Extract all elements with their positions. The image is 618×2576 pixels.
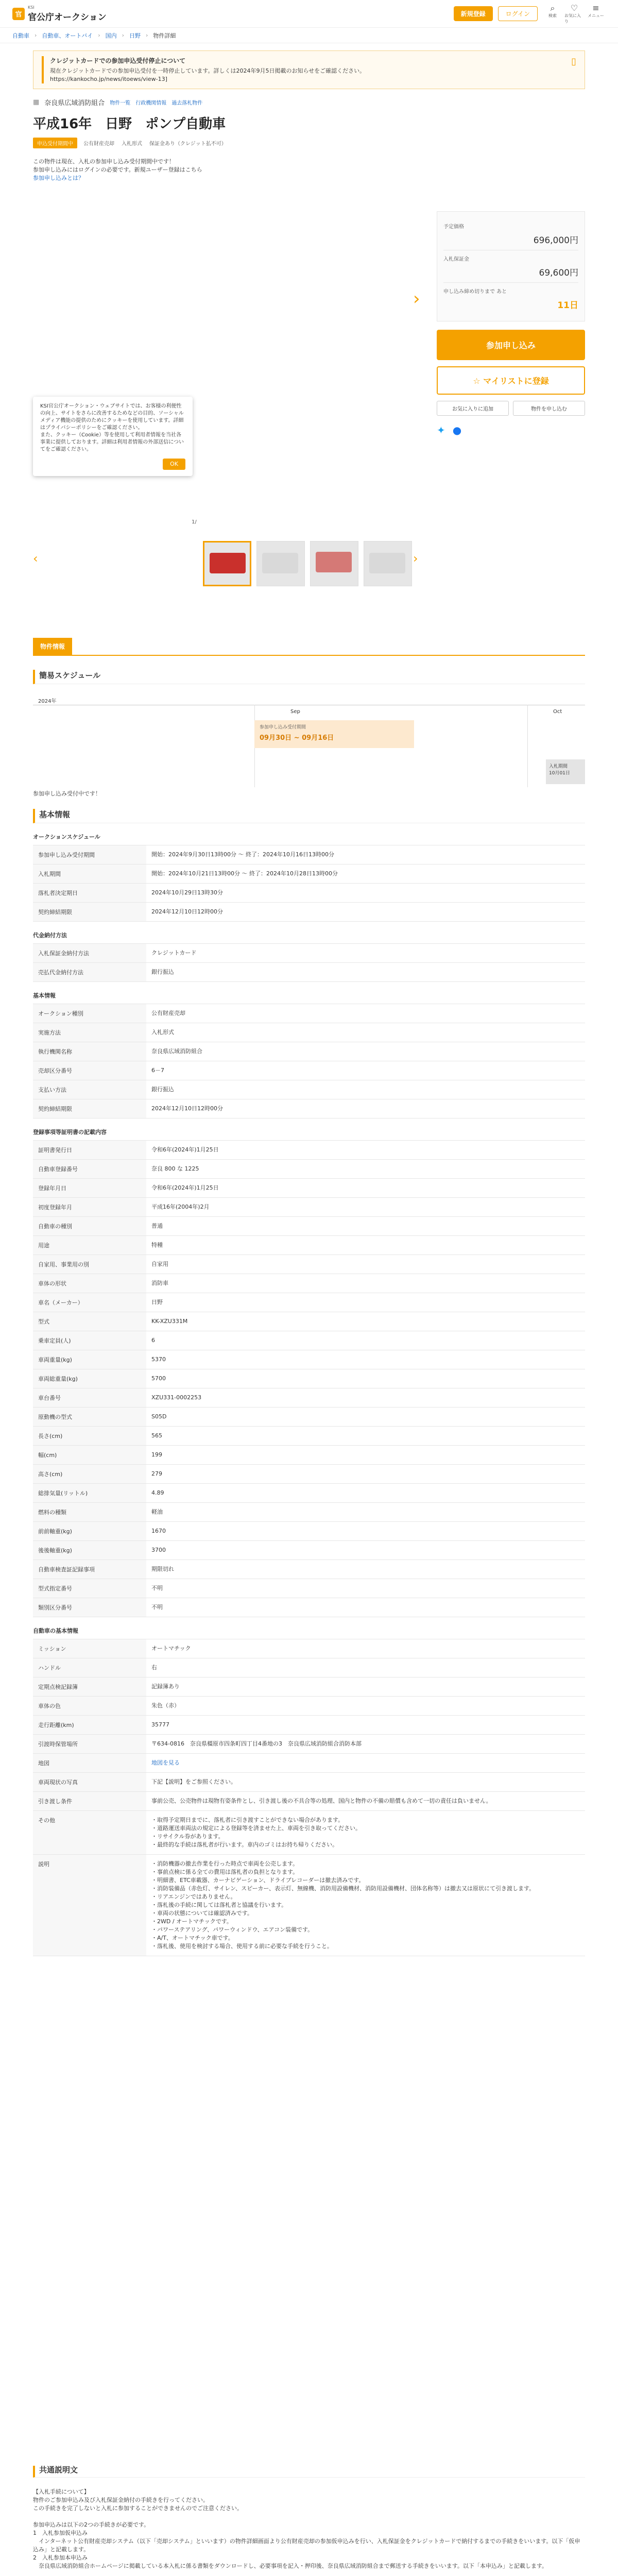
row-key: 引き渡し条件 [33,1792,146,1810]
row-key: 前前軸重(kg) [33,1522,146,1540]
search-icon[interactable] [543,4,562,24]
row-value: 令和6年(2024年)1月25日 [151,1184,219,1191]
price-label: 予定価格 [443,224,464,230]
timeline-year: 2024年 [38,699,57,704]
row-key: 型式指定番号 [33,1579,146,1598]
row-key: 高さ(cm) [33,1465,146,1483]
thumbnail[interactable] [203,541,251,586]
chevron-right-icon[interactable]: › [413,289,420,309]
application-period-band [254,720,414,748]
row-value: 開始：2024年10月21日13時00分 〜 終了：2024年10月28日13時00分 [151,870,338,877]
row-value: 銀行振込 [151,1086,174,1093]
schedule-section [33,670,585,798]
menu-icon-glyph: ≡ [592,3,599,13]
row-key: 車台番号 [33,1388,146,1407]
bid-sidebar [437,211,585,592]
organization-row [33,97,585,107]
explanation-text: 【入札手続について】 物件のご参加申込み及び入札保証金納付の手続きを行ってください。 この手続きを完了しないと入札に参加することができませんのでご注意ください。 参加申込みは以下の2つの手続きが必要です。 1 入札参加仮申込み インターネット公有財産売却システム（以下「売却システム」といいます）の物件詳細画面より公有財産売却の参加仮申込みを行い、入札保証金をクレジットカードで納付するまでの手続きをいいます。以下「仮申込み」と記載します。 2 入札参加本申込み 奈良県広域消防組合ホームページに掲載している本入札に係る書類をダウンロードし、必要事項を記入・押印後、奈良県広域消防組合まで郵送する手続きをいいます。以下「本申込み」と記載します。 [33,2488,580,2569]
table-row [33,1140,585,1159]
timeline-month: Oct [553,709,562,715]
row-key: 説明 [33,1855,146,1956]
row-key: 自動車検査証記録事項 [33,1560,146,1579]
table-row [33,1521,585,1540]
tag-row [33,138,585,148]
tab-item-info[interactable]: 物件情報 [33,638,72,655]
table-row [33,1598,585,1617]
row-key: 初度登録年月 [33,1198,146,1216]
table-row [33,1445,585,1464]
table-row [33,1540,585,1560]
row-key: 長さ(cm) [33,1427,146,1445]
table-row [33,1216,585,1235]
table-row [33,962,585,982]
breadcrumb-item[interactable]: 国内 [105,32,117,39]
timeline [33,689,585,798]
row-key: 契約締結期限 [33,1099,146,1118]
row-value: 6－7 [151,1067,164,1074]
row-key: 車体の色 [33,1697,146,1715]
row-value: 消防車 [151,1280,168,1286]
table-row [33,1854,585,1956]
row-value: オートマチック [151,1645,191,1652]
cookie-text: KSI官公庁オークション・ウェブサイトでは、お客様の利便性の向上、サイトをさらに改善するためなどの目的、ソーシャルメディア機能の提供のためにクッキーを使用しています。詳細はプライバシーポリシーをご確認ください。 また、クッキー（Cookie）等を使用して利用者情報を当社各事業に提供しております。詳細は利用者情報の外部送信についてをご確認ください。 [40,403,184,452]
breadcrumb-separator-icon: › [146,32,148,39]
favorite-icon-label: お気に入り [564,13,581,24]
table-row [33,1426,585,1445]
row-value: 右 [151,1664,157,1671]
info-group-title: オークションスケジュール [33,834,100,840]
table-row [33,1388,585,1407]
deposit-label: 入札保証金 [443,257,469,262]
intro-line-1: この物件は現在、入札の参加申し込み受付期間中です！ [33,158,175,165]
info-table [33,1004,585,1118]
row-key: 車体の形状 [33,1274,146,1293]
band-label: 参加申し込み受付期間 [260,725,306,730]
breadcrumb-separator-icon: › [122,32,124,39]
row-value: 特種 [151,1242,163,1248]
table-row [33,1658,585,1677]
row-key: 車両総重量(kg) [33,1369,146,1388]
breadcrumb-item[interactable]: 自動車 [12,32,29,39]
row-key: 入札期間 [33,865,146,883]
table-row [33,1772,585,1791]
row-key: 走行距離(km) [33,1716,146,1734]
social-links [437,424,585,436]
bid-period-label: 入札期間 [549,764,568,769]
document-icon: ▯ [571,56,576,67]
breadcrumb [0,28,618,43]
table-row [33,1810,585,1854]
deadline-value: 11日 [557,300,578,311]
row-value: 朱色（赤） [151,1702,180,1709]
row-key: 車名（メーカー） [33,1293,146,1312]
row-key: 落札者決定期日 [33,884,146,902]
twitter-icon[interactable]: ✦ [437,424,445,436]
row-value: XZU331-0002253 [151,1394,202,1401]
deadline-label: 申し込み締め切りまで あと [443,289,507,295]
table-row [33,1369,585,1388]
map-link[interactable]: 地図を見る [151,1759,180,1766]
breadcrumb-item[interactable]: 日野 [129,32,141,39]
search-icon-label: 検索 [548,13,557,18]
bid-period-dates: 10月01日 [549,771,570,776]
row-value: 開始：2024年9月30日13時00分 〜 終了：2024年10月16日13時00分 [151,851,334,858]
table-row [33,1464,585,1483]
info-table [33,1639,585,1956]
search-icon-glyph: ⌕ [550,3,555,13]
breadcrumb-item: 物件詳細 [153,32,176,39]
row-value: ・取得予定期日までに、落札者に引き渡すことができない場合があります。 ・道路運送車両法の規定による登録等を済ませた上、車両を引き取ってください。 ・リサイクル券があります。 ・最終的な手続は落札者が行います。車内のゴミはお持ち帰りください。 [151,1817,361,1848]
row-key: 引渡時保管場所 [33,1735,146,1753]
table-row [33,902,585,922]
row-value: 記録簿あり [151,1683,180,1690]
truck-image [369,553,405,573]
site-header [0,0,618,28]
row-value: 普通 [151,1223,163,1229]
row-key: 定期点検記録簿 [33,1677,146,1696]
row-value: 3700 [151,1547,166,1553]
thumbnail[interactable] [310,541,358,586]
org-tag-link[interactable]: 物件一覧 [110,100,131,106]
info-group-title: 登録事項等証明書の記載内容 [33,1129,107,1136]
row-value: KK-XZU331M [151,1318,188,1325]
table-row [33,1159,585,1178]
row-key: 売却区分番号 [33,1061,146,1080]
row-value: 565 [151,1432,162,1439]
breadcrumb-separator-icon: › [35,32,37,39]
about-application-link[interactable]: 参加申し込みとは？ [33,175,84,181]
table-row [33,1293,585,1312]
table-row [33,1753,585,1772]
deadline-row [443,283,578,315]
small-buttons [437,401,585,416]
login-button[interactable]: ログイン [498,6,538,21]
cookie-ok-button[interactable]: OK [163,459,185,470]
table-row [33,845,585,864]
tag-chip: 公有財産売却 [83,141,114,147]
main-area [33,211,585,598]
info-group-title: 基本情報 [33,992,56,999]
row-key: 燃料の種類 [33,1503,146,1521]
row-key: その他 [33,1811,146,1854]
image-counter: 1/ [192,519,197,525]
row-key: 自動車登録番号 [33,1160,146,1178]
row-value: 期限切れ [151,1566,174,1572]
row-value: 平成16年(2004年)2月 [151,1204,210,1210]
table-row [33,1331,585,1350]
row-key: 乗車定員(人) [33,1331,146,1350]
breadcrumb-item[interactable]: 自動車、オートバイ [42,32,93,39]
row-value: 奈良 800 な 1225 [151,1165,199,1172]
status-badge: 申込受付期間中 [33,138,77,148]
table-row [33,1734,585,1753]
row-value: 2024年12月10日12時00分 [151,1105,223,1112]
row-key: オークション種別 [33,1004,146,1023]
table-row [33,1197,585,1216]
table-row [33,1791,585,1810]
notice-body: 現在クレジットカードでの参加申込受付を一時停止しています。詳しくは2024年9月5日掲載のお知らせをご確認ください。 https://kankocho.jp/news/itoews/view-13] [50,67,366,82]
row-key: 原動機の型式 [33,1408,146,1426]
info-table [33,845,585,922]
row-value: 公有財産売却 [151,1010,185,1016]
row-key: 支払い方法 [33,1080,146,1099]
tag-chip: 保証金あり（クレジット払不可） [149,141,227,147]
row-key: 類別区分番号 [33,1598,146,1617]
table-row [33,883,585,902]
timeline-divider [527,705,528,787]
truck-image [262,553,298,573]
row-key: 売払代金納付方法 [33,963,146,981]
thumbnail[interactable] [364,541,412,586]
common-explanation-section [33,2466,585,2576]
row-value: 6 [151,1337,155,1344]
row-key: 参加申し込み受付期間 [33,845,146,864]
table-row [33,1312,585,1331]
row-value: 軽油 [151,1509,163,1515]
row-value: 奈良県広域消防組合 [151,1048,202,1055]
table-row [33,1004,585,1023]
logo-sub: KSI [28,5,35,10]
menu-icon-label: メニュー [588,13,604,18]
row-value: 5370 [151,1356,166,1363]
tab-bar [33,638,585,656]
row-key: 地図 [33,1754,146,1772]
table-row [33,1696,585,1715]
truck-image [316,552,352,572]
intro-text [33,158,585,182]
table-row [33,1715,585,1734]
deposit-value: 69,600円 [539,268,578,278]
site-logo[interactable] [12,5,107,23]
table-row [33,1560,585,1579]
row-key: ミッション [33,1639,146,1658]
row-value: 5700 [151,1375,166,1382]
credit-card-notice [33,50,585,89]
table-row [33,1483,585,1502]
row-value: S05D [151,1413,167,1420]
row-key: 幅(cm) [33,1446,146,1464]
table-row [33,1255,585,1274]
table-row [33,1407,585,1426]
row-value: 下記【説明】をご参照ください。 [151,1778,236,1785]
timeline-month: Sep [290,709,300,715]
table-row [33,1023,585,1042]
row-key: 型式 [33,1312,146,1331]
row-value: 199 [151,1451,162,1458]
menu-icon[interactable] [586,4,606,24]
row-key: 車両重量(kg) [33,1350,146,1369]
info-table [33,943,585,982]
info-group-title: 自動車の基本情報 [33,1628,78,1634]
basic-info-section [33,809,585,1956]
basic-info-title: 基本情報 [33,809,585,823]
row-key: 執行機関名称 [33,1042,146,1061]
row-key: 登録年月日 [33,1179,146,1197]
breadcrumb-separator-icon: › [98,32,100,39]
org-tag-link[interactable]: 行政機関情報 [135,100,167,106]
table-row [33,1579,585,1598]
small-button-apply[interactable]: 物件を申し込む [513,401,585,416]
info-group-title: 代金納付方法 [33,932,67,939]
table-row [33,1080,585,1099]
thumbnail-strip [203,541,412,586]
band-dates: 09月30日 ~ 09月16日 [260,734,334,742]
mylist-label: マイリストに登録 [483,376,549,386]
truck-image [210,553,246,573]
tag-chip: 入札形式 [122,141,142,147]
image-gallery [33,211,424,592]
info-table [33,1140,585,1617]
row-key: 証明書発行日 [33,1141,146,1159]
price-box [437,211,585,321]
explanation-title: 共通説明文 [33,2466,585,2478]
intro-line-2: 参加申し込みにはログインの必要です。新規ユーザー登録はこちら [33,166,202,173]
notice-title: クレジットカードでの参加申込受付停止について [50,57,186,64]
page-title: 平成16年 日野 ポンプ自動車 [33,116,226,132]
row-value: 4.89 [151,1489,164,1496]
row-value: 〒634-0816 奈良県橿原市四条町四丁目4番地の3 奈良県広域消防組合消防本部 [151,1740,362,1747]
table-row [33,1274,585,1293]
row-key: 総排気量(リットル) [33,1484,146,1502]
table-row [33,1677,585,1696]
logo-title: 官公庁オークション [28,12,107,23]
register-button[interactable]: 新規登録 [454,6,493,21]
mylist-button[interactable]: ☆ マイリストに登録 [437,366,585,395]
cookie-banner [33,397,193,476]
row-key: ハンドル [33,1658,146,1677]
row-value: 不明 [151,1585,163,1591]
chevron-right-icon[interactable]: › [413,551,418,566]
row-value: 入札形式 [151,1029,174,1036]
small-button-favorite[interactable]: お気に入りに追加 [437,401,509,416]
thumbnail[interactable] [256,541,305,586]
facebook-icon[interactable]: ● [452,424,462,436]
row-value: 279 [151,1470,162,1477]
row-value: 2024年10月29日13時30分 [151,889,223,896]
table-row [33,1350,585,1369]
row-value: ・消防機器の撤去作業を行った時点で車両を公売します。 ・事前点検に係る全ての費用は落札者の負担となります。 ・明細書、ETC車載器、カーナビゲーション、ドライブレコーダーは撤去済みです。 ・消防装備品（赤色灯、サイレン、スピーカー、表示灯、無線機、消防用設備機材、消防用設備機材、団体名称等）は撤去又は原状にて引き渡します。 ・リアエンジンではありません。 ・落札後の手続に関しては落札者と協議を行います。 ・車両の状態については確認済みです。 ・2WD / オートマチックです。 ・パワーステアリング、パワーウィンドウ、エアコン装備です。 ・A/T、オートマチック車です。 ・落札後、使用を検討する場合、使用する前に必要な手続を行うこと。 [151,1860,535,1950]
organization-name[interactable]: 奈良県広域消防組合 [44,99,105,107]
row-value: クレジットカード [151,950,197,956]
price-row [443,218,578,250]
timeline-note: 参加申し込み受付中です！ [33,790,101,797]
table-row [33,943,585,962]
row-key: 車両現状の写真 [33,1773,146,1791]
favorite-icon[interactable] [564,4,584,24]
row-value: 令和6年(2024年)1月25日 [151,1146,219,1153]
price-value: 696,000円 [533,235,578,246]
table-row [33,1639,585,1658]
row-value: 35777 [151,1721,169,1728]
row-value: 2024年12月10日12時00分 [151,908,223,915]
table-row [33,1235,585,1255]
row-key: 入札保証金納付方法 [33,944,146,962]
row-key: 用途 [33,1236,146,1255]
row-value: 不明 [151,1604,163,1611]
bid-period-band [546,759,585,784]
table-row [33,1042,585,1061]
apply-button[interactable]: 参加申し込み [437,330,585,360]
row-value: 銀行振込 [151,969,174,975]
row-key: 自動車の種別 [33,1217,146,1235]
table-row [33,1178,585,1197]
table-row [33,1502,585,1521]
row-value: 日野 [151,1299,163,1306]
deposit-row [443,250,578,283]
row-value: 1670 [151,1528,166,1534]
table-row [33,1099,585,1118]
row-key: 実施方法 [33,1023,146,1042]
notice-accent-bar [42,56,44,83]
row-value: 事前公売、公売物件は現物有姿条件とし、引き渡し後の不具合等の処理、国内と物件の不備の賠償も含めて一切の責任は負いません。 [151,1798,492,1804]
row-key: 自家用、事業用の別 [33,1255,146,1274]
row-key: 後後軸重(kg) [33,1541,146,1560]
org-tag-link[interactable]: 過去落札物件 [171,100,203,106]
chevron-left-icon[interactable]: ‹ [33,551,38,566]
table-row [33,864,585,883]
favorite-icon-glyph: ♡ [570,3,578,13]
row-value: 自家用 [151,1261,168,1267]
logo-mark-icon: 官 [12,8,25,20]
row-key: 契約締結期限 [33,903,146,921]
building-icon: ▦ [33,98,40,106]
schedule-title: 簡易スケジュール [33,670,585,684]
table-row [33,1061,585,1080]
